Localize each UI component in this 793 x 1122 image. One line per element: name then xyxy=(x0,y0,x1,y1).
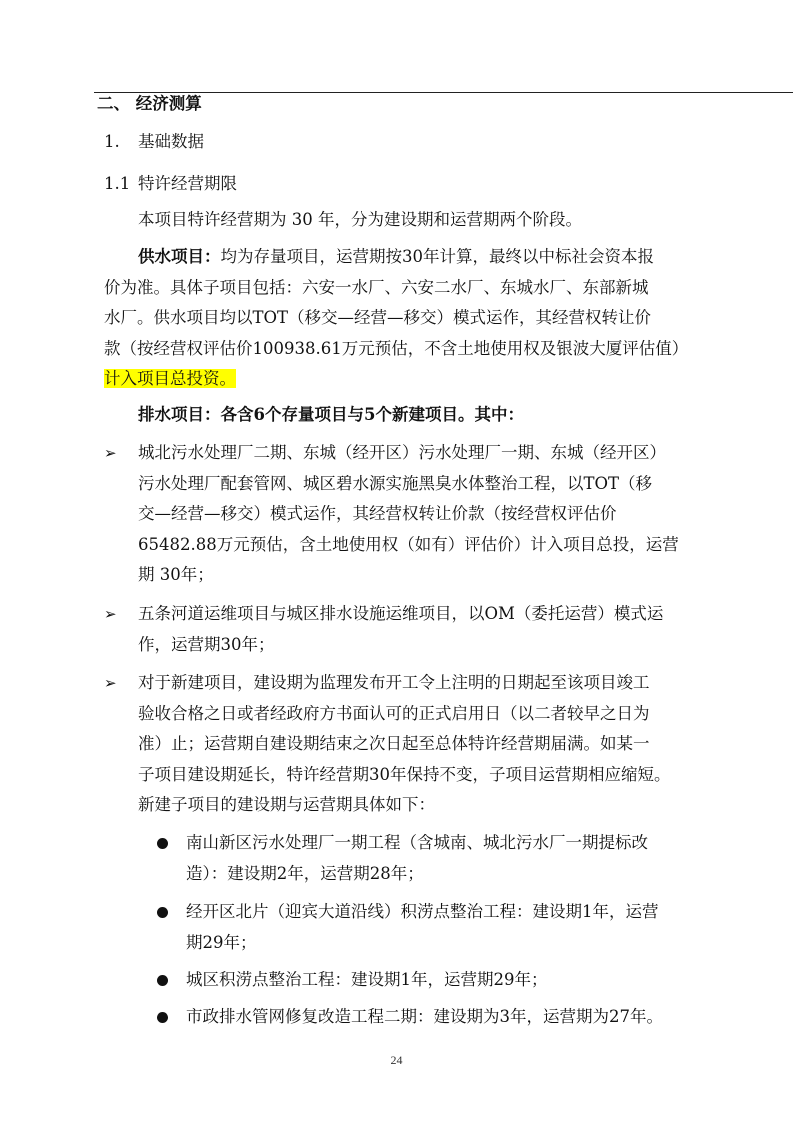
paragraph-line: 均为存量项目，运营期按30年计算，最终以中标社会资本报 xyxy=(220,247,654,266)
intro-paragraph: 本项目特许经营期为 30 年，分为建设期和运营期两个阶段。 xyxy=(138,210,582,229)
list-item-line: 准）止；运营期自建设期结束之次日起至总体特许经营期届满。如某一 xyxy=(138,734,650,753)
list-item-line: 市政排水管网修复改造工程二期：建设期为3年，运营期为27年。 xyxy=(186,1007,663,1026)
list-item-line: 子项目建设期延长，特许经营期30年保持不变，子项目运营期相应缩短。 xyxy=(138,764,671,784)
bullet-dot-icon xyxy=(157,838,168,849)
subsection-number: 1. xyxy=(104,132,120,151)
bullet-dot-icon xyxy=(157,975,168,986)
subsection-number: 1.1 xyxy=(104,174,131,193)
list-item-line: 交—经营—移交）模式运作，其经营权转让价款（按经营权评估价 xyxy=(138,504,617,523)
paragraph-line: 水厂。供水项目均以TOT（移交—经营—移交）模式运作，其经营权转让价 xyxy=(104,308,652,327)
subsection-title: 基础数据 xyxy=(138,132,204,151)
list-item-line: 南山新区污水处理厂一期工程（含城南、城北污水厂一期提标改 xyxy=(186,833,648,852)
bullet-dot-icon xyxy=(157,1012,168,1023)
subsection-title: 特许经营期限 xyxy=(138,174,237,193)
water-supply-label: 供水项目： xyxy=(138,247,221,266)
list-item-line: 验收合格之日或者经政府方书面认可的正式启用日（以二者较早之日为 xyxy=(138,703,650,723)
list-item-line: 65482.88万元预估，含土地使用权（如有）评估价）计入项目总投，运营 xyxy=(138,534,679,554)
page-number: 24 xyxy=(390,1053,403,1067)
list-item-line: 污水处理厂配套管网、城区碧水源实施黑臭水体整治工程，以TOT（移 xyxy=(138,473,653,493)
list-item-line: 期29年； xyxy=(186,932,257,952)
list-item-line: 城区积涝点整治工程：建设期1年，运营期29年； xyxy=(186,970,548,989)
bullet-dot-icon xyxy=(157,907,168,918)
list-item-line: 经开区北片（迎宾大道沿线）积涝点整治工程：建设期1年，运营 xyxy=(186,902,659,921)
paragraph-line: 款（按经营权评估价100938.61万元预估，不含土地使用权及银波大厦评估值） xyxy=(104,338,689,358)
drainage-heading: 排水项目：各含6个存量项目与5个新建项目。其中： xyxy=(138,405,524,424)
arrow-bullet-icon: ➢ xyxy=(104,444,117,462)
list-item-line: 新建子项目的建设期与运营期具体如下： xyxy=(138,795,435,814)
section-title: 二、 经济测算 xyxy=(97,94,202,113)
list-item-line: 对于新建项目，建设期为监理发布开工令上注明的日期起至该项目竣工 xyxy=(138,673,650,692)
arrow-bullet-icon: ➢ xyxy=(104,674,117,692)
paragraph-line: 价为准。具体子项目包括：六安一水厂、六安二水厂、东城水厂、东部新城 xyxy=(104,277,649,297)
list-item-line: 期 30年； xyxy=(138,565,214,584)
list-item-line: 城北污水处理厂二期、东城（经开区）污水处理厂一期、东城（经开区） xyxy=(138,443,666,462)
list-item-line: 五条河道运维项目与城区排水设施运维项目，以OM（委托运营）模式运 xyxy=(138,604,664,623)
arrow-bullet-icon: ➢ xyxy=(104,605,117,623)
list-item-line: 造）：建设期2年，运营期28年； xyxy=(186,863,424,883)
highlighted-text: 计入项目总投资。 xyxy=(104,369,236,388)
list-item-line: 作，运营期30年； xyxy=(138,634,275,654)
